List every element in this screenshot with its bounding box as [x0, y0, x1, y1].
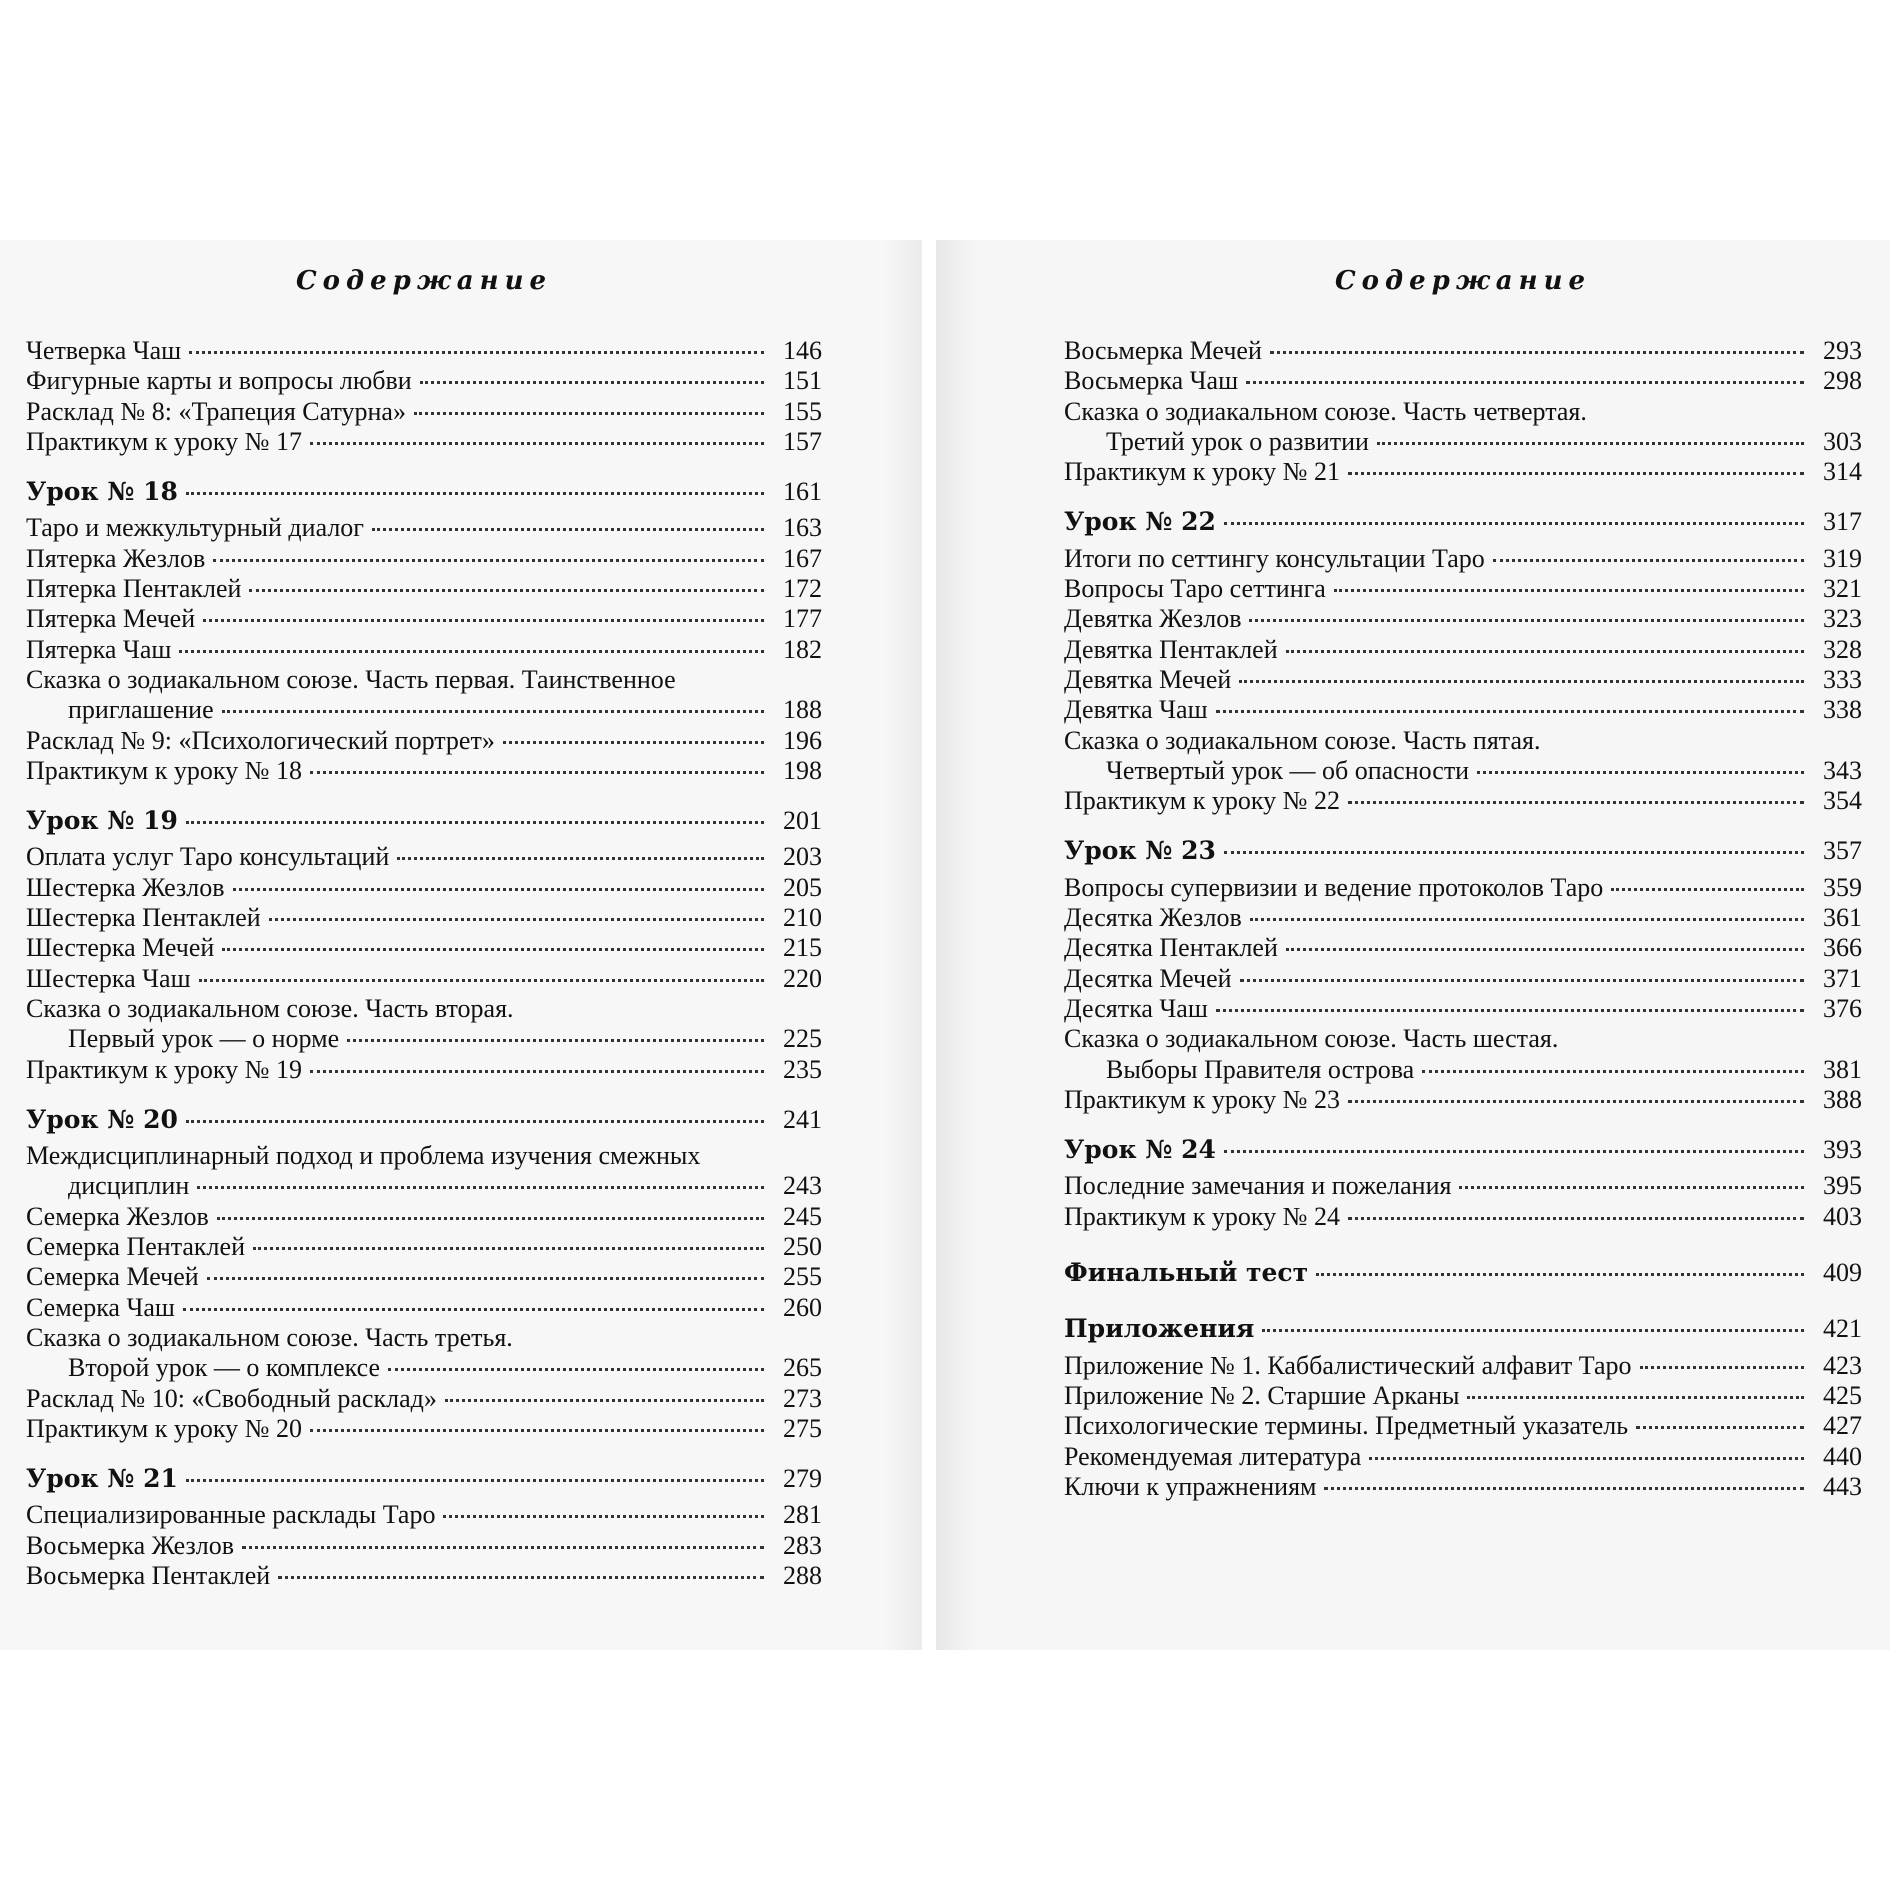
toc-entry: [26, 574, 822, 604]
toc-entry-title: приглашение: [68, 695, 214, 725]
dot-leader: [1246, 381, 1804, 384]
toc-entry: [26, 1293, 822, 1323]
dot-leader: [1493, 559, 1804, 562]
dot-leader: [1262, 1329, 1804, 1332]
toc-page-number: 393: [1823, 1135, 1862, 1165]
toc-entry: [26, 1024, 822, 1054]
toc-page-number: 198: [783, 755, 822, 785]
toc-page-number: 298: [1823, 366, 1862, 396]
toc-section-heading: [26, 806, 822, 836]
toc-section-heading: [26, 1464, 822, 1494]
toc-entry-line: Сказка о зодиакальном союзе. Часть вторая.: [26, 993, 514, 1023]
toc-entry-title: Пятерка Мечей: [26, 604, 196, 634]
dot-leader: [207, 1277, 764, 1280]
dot-leader: [443, 1515, 764, 1518]
toc-entry-title: Вопросы Таро сеттинга: [1064, 574, 1326, 604]
toc-entry-title: Семерка Пентаклей: [26, 1232, 245, 1262]
toc-list: [26, 336, 822, 1591]
toc-entry-title: Расклад № 8: «Трапеция Сатурна»: [26, 396, 406, 426]
dot-leader: [189, 351, 764, 354]
toc-entry: [1064, 427, 1862, 457]
toc-entry: [26, 873, 822, 903]
dot-leader: [414, 412, 764, 415]
toc-page-number: 314: [1823, 457, 1862, 487]
toc-entry: [26, 1384, 822, 1414]
dot-leader: [1348, 472, 1804, 475]
dot-leader: [503, 741, 764, 744]
gutter-shadow: [936, 240, 976, 1650]
dot-leader: [1286, 650, 1804, 653]
dot-leader: [1369, 1457, 1804, 1460]
toc-page-number: 275: [783, 1413, 822, 1443]
toc-entry-title: Фигурные карты и вопросы любви: [26, 366, 412, 396]
toc-entry: [1064, 964, 1862, 994]
toc-entry-title: Специализированные расклады Таро: [26, 1500, 436, 1530]
toc-page-number: 323: [1823, 604, 1862, 634]
toc-page-number: 395: [1823, 1171, 1862, 1201]
toc-entry-line: Сказка о зодиакальном союзе. Часть четвертая.: [1064, 396, 1587, 426]
toc-entry: [26, 635, 822, 665]
toc-section-heading: [1064, 1258, 1862, 1288]
toc-entry-title: Четверка Чаш: [26, 336, 182, 365]
dot-leader: [1640, 1366, 1804, 1369]
toc-entry: [1064, 1171, 1862, 1201]
dot-leader: [233, 888, 765, 891]
dot-leader: [186, 1120, 764, 1123]
toc-entry: [1064, 933, 1862, 963]
toc-entry-title: Практикум к уроку № 21: [1064, 457, 1340, 487]
toc-entry-title: Десятка Чаш: [1064, 993, 1208, 1023]
dot-leader: [372, 528, 764, 531]
dot-leader: [186, 1479, 764, 1482]
toc-entry-title: Восьмерка Жезлов: [26, 1530, 235, 1560]
toc-entry-title: Шестерка Пентаклей: [26, 903, 261, 933]
toc-entry: [26, 427, 822, 457]
toc-entry-title: Ключи к упражнениям: [1064, 1471, 1317, 1501]
toc-page-number: 163: [783, 513, 822, 543]
toc-page-number: 182: [783, 634, 822, 664]
toc-page-number: 235: [783, 1054, 822, 1084]
toc-entry-title: Девятка Пентаклей: [1064, 634, 1278, 664]
toc-page-number: 440: [1823, 1441, 1862, 1471]
dot-leader: [397, 857, 764, 860]
toc-page-number: 366: [1823, 933, 1862, 963]
toc-entry: [26, 903, 822, 933]
toc-entry: [1064, 994, 1862, 1024]
toc-page-number: 303: [1823, 426, 1862, 456]
toc-page-number: 357: [1823, 836, 1862, 866]
toc-entry: [26, 1500, 822, 1530]
toc-page-number: 201: [783, 806, 822, 836]
toc-entry: [1064, 544, 1862, 574]
toc-page-number: 177: [783, 604, 822, 634]
toc-page-number: 321: [1823, 574, 1862, 604]
dot-leader: [179, 650, 764, 653]
toc-entry-title: Вопросы супервизии и ведение протоколов Таро: [1064, 872, 1604, 902]
toc-entry: [1064, 786, 1862, 816]
dot-leader: [1316, 1273, 1804, 1276]
toc-page-number: 427: [1823, 1411, 1862, 1441]
toc-page-number: 225: [783, 1024, 822, 1054]
toc-page-number: 167: [783, 543, 822, 573]
toc-entry: [1064, 903, 1862, 933]
toc-entry-title: Девятка Чаш: [1064, 695, 1208, 725]
dot-leader: [222, 948, 764, 951]
toc-page-number: 161: [783, 477, 822, 507]
toc-entry: [26, 336, 822, 366]
toc-entry: [26, 544, 822, 574]
dot-leader: [249, 589, 764, 592]
toc-entry: [1064, 695, 1862, 725]
toc-entry-title: Итоги по сеттингу консультации Таро: [1064, 543, 1485, 573]
toc-entry: [1064, 1085, 1862, 1115]
toc-page-number: 196: [783, 725, 822, 755]
toc-entry-title: Последние замечания и пожелания: [1064, 1171, 1452, 1201]
toc-entry-title: Приложение № 1. Каббалистический алфавит Таро: [1064, 1350, 1632, 1380]
toc-page-number: 403: [1823, 1201, 1862, 1231]
toc-entry-line: Сказка о зодиакальном союзе. Часть шестая.: [1064, 1024, 1559, 1054]
toc-entry: [26, 397, 822, 427]
dot-leader: [1224, 522, 1804, 525]
toc-entry: [1064, 457, 1862, 487]
toc-page-number: 319: [1823, 543, 1862, 573]
toc-entry-line: Сказка о зодиакальном союзе. Часть первая. Таинственное: [26, 664, 676, 694]
toc-entry-title: Шестерка Чаш: [26, 963, 191, 993]
dot-leader: [1348, 801, 1804, 804]
dot-leader: [269, 918, 764, 921]
toc-entry: [26, 1353, 822, 1383]
dot-leader: [1348, 1100, 1804, 1103]
toc-entry-title: Приложения: [1064, 1314, 1255, 1344]
dot-leader: [1636, 1426, 1804, 1429]
toc-page-number: 343: [1823, 755, 1862, 785]
toc-entry: [1064, 635, 1862, 665]
toc-entry: [1064, 1472, 1862, 1502]
toc-entry: [26, 1202, 822, 1232]
toc-section-heading: [26, 477, 822, 507]
dot-leader: [310, 442, 764, 445]
toc-entry: [26, 933, 822, 963]
gutter-shadow: [882, 240, 922, 1650]
toc-page-number: 338: [1823, 695, 1862, 725]
toc-entry-title: Третий урок о развитии: [1106, 426, 1369, 456]
toc-entry-title: Урок № 23: [1064, 836, 1216, 866]
dot-leader: [203, 619, 764, 622]
toc-entry: [26, 366, 822, 396]
toc-entry-title: Урок № 21: [26, 1464, 178, 1494]
toc-entry-title: Практикум к уроку № 18: [26, 755, 302, 785]
dot-leader: [217, 1217, 764, 1220]
dot-leader: [1459, 1186, 1804, 1189]
toc-entry: [26, 842, 822, 872]
toc-entry: [1064, 756, 1862, 786]
toc-page-number: 376: [1823, 993, 1862, 1023]
dot-leader: [186, 492, 764, 495]
toc-page-number: 328: [1823, 634, 1862, 664]
toc-entry: [26, 726, 822, 756]
toc-entry-title: Урок № 22: [1064, 507, 1216, 537]
toc-page-number: 155: [783, 396, 822, 426]
toc-entry: [26, 1414, 822, 1444]
toc-entry: [26, 1262, 822, 1292]
toc-page-number: 443: [1823, 1471, 1862, 1501]
toc-entry-title: Практикум к уроку № 20: [26, 1413, 302, 1443]
toc-entry-title: Восьмерка Чаш: [1064, 366, 1239, 396]
dot-leader: [310, 1070, 764, 1073]
toc-page-number: 188: [783, 695, 822, 725]
toc-entry-title: Практикум к уроку № 17: [26, 426, 302, 456]
toc-page-number: 146: [783, 336, 822, 365]
toc-entry-title: Урок № 18: [26, 477, 178, 507]
toc-entry-title: Рекомендуемая литература: [1064, 1441, 1362, 1471]
toc-page-number: 281: [783, 1500, 822, 1530]
toc-entry-title: Урок № 20: [26, 1104, 178, 1134]
dot-leader: [186, 821, 764, 824]
dot-leader: [1324, 1487, 1804, 1490]
toc-entry-title: Урок № 19: [26, 806, 178, 836]
toc-page-number: 371: [1823, 963, 1862, 993]
dot-leader: [1422, 1070, 1804, 1073]
toc-entry: [1064, 665, 1862, 695]
toc-entry-title: Психологические термины. Предметный указатель: [1064, 1411, 1629, 1441]
toc-page-number: 241: [783, 1104, 822, 1134]
toc-entry: [1064, 1381, 1862, 1411]
toc-entry-title: Оплата услуг Таро консультаций: [26, 842, 390, 872]
dot-leader: [1477, 771, 1804, 774]
right-page: [936, 240, 1890, 1650]
toc-entry: [26, 695, 822, 725]
toc-entry: [1064, 366, 1862, 396]
toc-entry: [1064, 1411, 1862, 1441]
dot-leader: [199, 979, 764, 982]
toc-entry: [1064, 1202, 1862, 1232]
toc-page-number: 388: [1823, 1084, 1862, 1114]
dot-leader: [1270, 351, 1804, 354]
dot-leader: [1240, 979, 1804, 982]
toc-entry: [1064, 1055, 1862, 1085]
toc-page-number: 293: [1823, 336, 1862, 365]
dot-leader: [242, 1546, 764, 1549]
dot-leader: [1286, 948, 1804, 951]
dot-leader: [1348, 1217, 1804, 1220]
dot-leader: [310, 1429, 764, 1432]
toc-entry-title: Восьмерка Пентаклей: [26, 1560, 271, 1590]
toc-list: [1064, 336, 1862, 1502]
toc-entry-title: Десятка Жезлов: [1064, 903, 1242, 933]
toc-entry-title: Шестерка Жезлов: [26, 872, 225, 902]
page-header: Содержание: [1334, 266, 1592, 296]
toc-page-number: 288: [783, 1560, 822, 1590]
toc-page-number: 273: [783, 1383, 822, 1413]
dot-leader: [1250, 918, 1804, 921]
toc-entry-title: Практикум к уроку № 22: [1064, 786, 1340, 816]
toc-entry-title: Пятерка Жезлов: [26, 543, 206, 573]
toc-entry: [1064, 873, 1862, 903]
toc-page-number: 359: [1823, 872, 1862, 902]
toc-entry: [1064, 1351, 1862, 1381]
toc-entry-title: Приложение № 2. Старшие Арканы: [1064, 1380, 1460, 1410]
toc-section-heading: [1064, 1314, 1862, 1344]
toc-entry: [26, 964, 822, 994]
dot-leader: [222, 710, 764, 713]
toc-page-number: 333: [1823, 664, 1862, 694]
toc-entry-title: Таро и межкультурный диалог: [26, 513, 364, 543]
toc-page-number: 157: [783, 426, 822, 456]
toc-page-number: 265: [783, 1353, 822, 1383]
toc-entry-title: Первый урок — о норме: [68, 1024, 340, 1054]
toc-entry-title: Урок № 24: [1064, 1135, 1216, 1165]
toc-entry-title: Девятка Мечей: [1064, 664, 1232, 694]
toc-page-number: 279: [783, 1464, 822, 1494]
toc-page-number: 361: [1823, 903, 1862, 933]
dot-leader: [1377, 442, 1804, 445]
dot-leader: [347, 1039, 764, 1042]
toc-entry: [26, 756, 822, 786]
dot-leader: [1611, 888, 1804, 891]
toc-entry: [26, 1055, 822, 1085]
dot-leader: [420, 381, 764, 384]
left-page: [0, 240, 922, 1650]
toc-entry: [26, 1531, 822, 1561]
toc-entry: [26, 1171, 822, 1201]
toc-page-number: 381: [1823, 1054, 1862, 1084]
toc-entry-title: Выборы Правителя острова: [1106, 1054, 1415, 1084]
toc-entry: [1064, 336, 1862, 366]
toc-page-number: 243: [783, 1171, 822, 1201]
dot-leader: [278, 1576, 764, 1579]
toc-entry-title: Финальный тест: [1064, 1258, 1309, 1288]
toc-entry-line: Сказка о зодиакальном союзе. Часть пятая.: [1064, 725, 1541, 755]
toc-page-number: 250: [783, 1232, 822, 1262]
toc-page-number: 205: [783, 872, 822, 902]
toc-entry-line: Сказка о зодиакальном союзе. Часть третья.: [26, 1322, 513, 1352]
toc-entry-title: Второй урок — о комплексе: [68, 1353, 380, 1383]
toc-page-number: 210: [783, 903, 822, 933]
toc-page-number: 423: [1823, 1350, 1862, 1380]
page-header: Содержание: [295, 266, 553, 296]
toc-page-number: 220: [783, 963, 822, 993]
dot-leader: [183, 1308, 764, 1311]
toc-entry-line: Междисциплинарный подход и проблема изучения смежных: [26, 1141, 701, 1171]
toc-page-number: 203: [783, 842, 822, 872]
dot-leader: [1216, 710, 1804, 713]
toc-entry-title: Десятка Пентаклей: [1064, 933, 1278, 963]
toc-page-number: 317: [1823, 507, 1862, 537]
toc-page-number: 409: [1823, 1258, 1862, 1288]
toc-entry-title: Семерка Мечей: [26, 1262, 199, 1292]
toc-entry-title: Четвертый урок — об опасности: [1106, 755, 1470, 785]
toc-entry-title: дисциплин: [68, 1171, 190, 1201]
dot-leader: [1239, 680, 1804, 683]
toc-page-number: 421: [1823, 1314, 1862, 1344]
dot-leader: [1224, 851, 1804, 854]
toc-entry: [1064, 1442, 1862, 1472]
toc-entry-title: Десятка Мечей: [1064, 963, 1232, 993]
toc-entry-title: Практикум к уроку № 24: [1064, 1201, 1340, 1231]
dot-leader: [213, 559, 764, 562]
toc-entry-title: Пятерка Чаш: [26, 634, 172, 664]
toc-entry: [26, 1232, 822, 1262]
toc-entry-title: Восьмерка Мечей: [1064, 336, 1262, 365]
toc-page-number: 245: [783, 1201, 822, 1231]
dot-leader: [1224, 1150, 1804, 1153]
toc-entry-title: Пятерка Пентаклей: [26, 574, 242, 604]
toc-section-heading: [1064, 1135, 1862, 1165]
dot-leader: [388, 1368, 764, 1371]
toc-page-number: 283: [783, 1530, 822, 1560]
dot-leader: [1467, 1396, 1804, 1399]
dot-leader: [1334, 589, 1804, 592]
toc-page-number: 151: [783, 366, 822, 396]
dot-leader: [310, 771, 764, 774]
toc-entry-title: Практикум к уроку № 19: [26, 1054, 302, 1084]
toc-entry-title: Семерка Чаш: [26, 1292, 175, 1322]
dot-leader: [1249, 619, 1804, 622]
toc-page-number: 354: [1823, 786, 1862, 816]
toc-page-number: 260: [783, 1292, 822, 1322]
toc-entry: [1064, 604, 1862, 634]
toc-entry: [26, 1561, 822, 1591]
toc-entry: [26, 604, 822, 634]
toc-page-number: 425: [1823, 1380, 1862, 1410]
dot-leader: [253, 1247, 764, 1250]
toc-page-number: 172: [783, 574, 822, 604]
toc-entry: [26, 513, 822, 543]
toc-entry: [1064, 574, 1862, 604]
toc-section-heading: [1064, 507, 1862, 537]
dot-leader: [197, 1186, 764, 1189]
toc-section-heading: [1064, 836, 1862, 866]
toc-entry-title: Практикум к уроку № 23: [1064, 1084, 1340, 1114]
toc-page-number: 255: [783, 1262, 822, 1292]
toc-entry-title: Расклад № 10: «Свободный расклад»: [26, 1383, 437, 1413]
toc-entry-title: Девятка Жезлов: [1064, 604, 1242, 634]
toc-entry-title: Расклад № 9: «Психологический портрет»: [26, 725, 495, 755]
dot-leader: [1216, 1009, 1804, 1012]
toc-page-number: 215: [783, 933, 822, 963]
toc-section-heading: [26, 1105, 822, 1135]
dot-leader: [445, 1399, 764, 1402]
toc-entry-title: Шестерка Мечей: [26, 933, 215, 963]
toc-entry-title: Семерка Жезлов: [26, 1201, 209, 1231]
